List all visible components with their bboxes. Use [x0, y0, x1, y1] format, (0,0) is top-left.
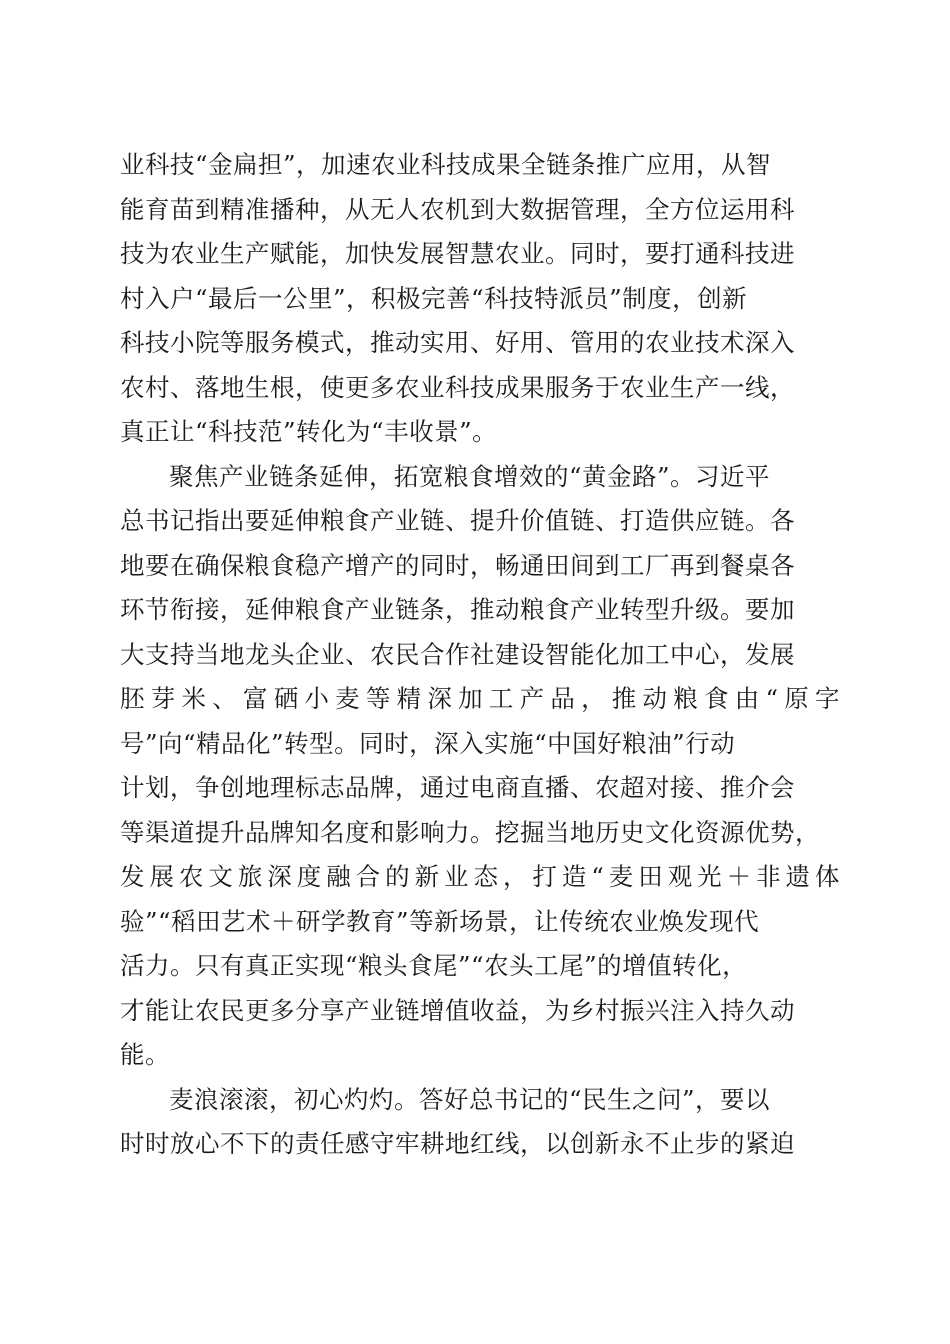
text-line: 聚焦产业链条延伸，拓宽粮食增效的“黄金路”。习近平 [169, 461, 771, 491]
text-line: 村入户“最后一公里”，积极完善“科技特派员”制度，创新 [120, 283, 748, 313]
text-line: 等渠道提升品牌知名度和影响力。挖掘当地历史文化资源优势， [120, 817, 820, 847]
text-line: 能育苗到精准播种，从无人农机到大数据管理，全方位运用科 [120, 194, 795, 224]
text-line: 农村、落地生根，使更多农业科技成果服务于农业生产一线， [120, 372, 795, 402]
paragraph-industry-chain [120, 455, 840, 1078]
text-line: 总书记指出要延伸粮食产业链、提升价值链、打造供应链。各 [120, 506, 795, 535]
article-body [120, 143, 840, 1167]
text-line: 才能让农民更多分享产业链增值收益，为乡村振兴注入持久动 [120, 995, 795, 1025]
text-line: 胚芽米、富硒小麦等精深加工产品，推动粮食由“原字 [120, 684, 840, 713]
text-line: 环节衔接，延伸粮食产业链条，推动粮食产业转型升级。要加 [120, 595, 795, 624]
text-line: 麦浪滚滚，初心灼灼。答好总书记的“民生之问”，要以 [169, 1084, 771, 1114]
paragraph-closing [120, 1078, 840, 1167]
text-line: 地要在确保粮食稳产增产的同时，畅通田间到工厂再到餐桌各 [120, 550, 795, 580]
text-line: 发展农文旅深度融合的新业态，打造“麦田观光＋非遗体 [120, 862, 840, 891]
text-line: 业科技“金扁担”，加速农业科技成果全链条推广应用，从智 [120, 150, 772, 179]
text-line: 时时放心不下的责任感守牢耕地红线，以创新永不止步的紧迫 [120, 1129, 795, 1158]
text-line: 能。 [120, 1040, 170, 1069]
text-line: 大支持当地龙头企业、农民合作社建设智能化加工中心，发展 [120, 639, 795, 669]
text-line: 号”向“精品化”转型。同时，深入实施“中国好粮油”行动 [120, 728, 736, 758]
text-line: 科技小院等服务模式，推动实用、好用、管用的农业技术深入 [120, 328, 795, 357]
paragraph-tech-continuation [120, 143, 840, 455]
text-line: 计划，争创地理标志品牌，通过电商直播、农超对接、推介会 [120, 773, 795, 802]
text-line: 验”“稻田艺术＋研学教育”等新场景，让传统农业焕发现代 [120, 906, 760, 936]
text-line: 活力。只有真正实现“粮头食尾”“农头工尾”的增值转化， [120, 951, 748, 980]
text-line: 技为农业生产赋能，加快发展智慧农业。同时，要打通科技进 [120, 239, 795, 268]
text-line: 真正让“科技范”转化为“丰收景”。 [120, 417, 498, 446]
